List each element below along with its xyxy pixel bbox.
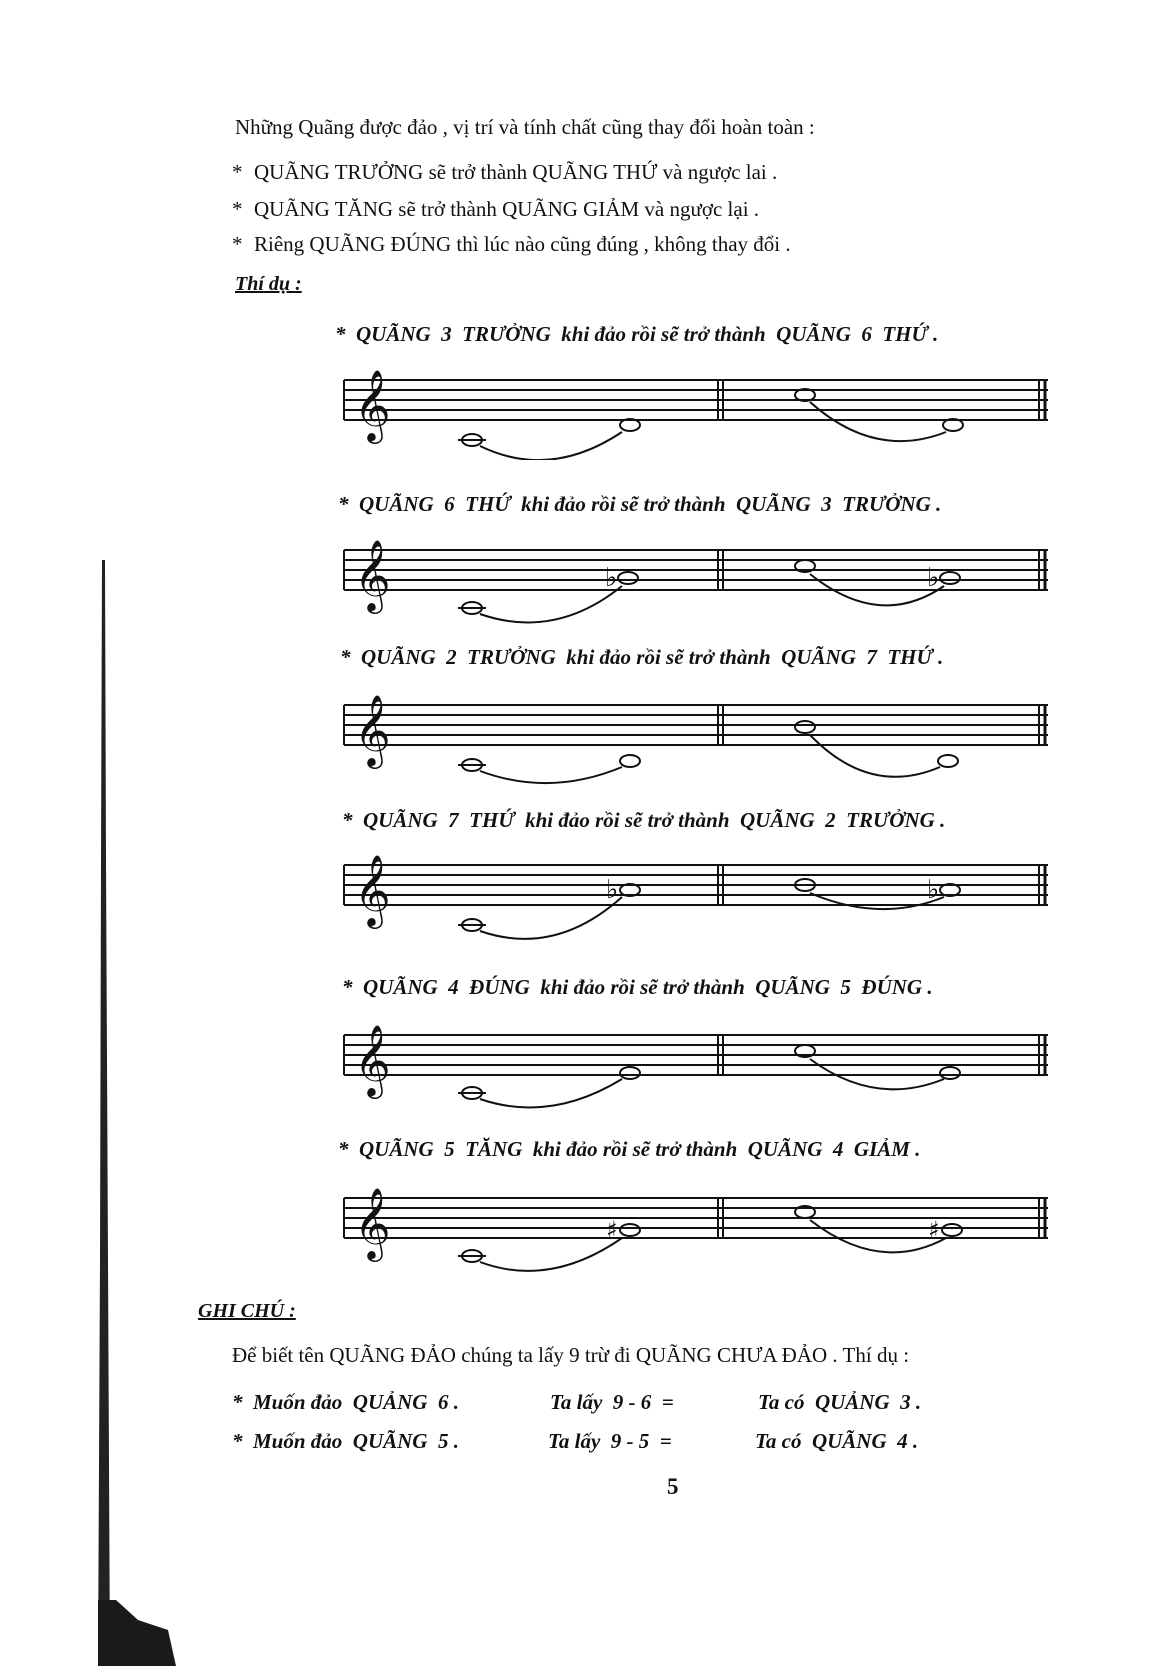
sharp-icon: ♯ — [928, 1216, 940, 1244]
page-number: 5 — [667, 1474, 679, 1499]
intro-text: Những Quãng được đảo , vị trí và tính chất cũng thay đổi hoàn toàn : — [235, 115, 815, 139]
note-row-a: * Muốn đảo QUẢNG 6 . — [232, 1390, 459, 1414]
sharp-icon: ♯ — [606, 1216, 618, 1244]
treble-clef-icon: 𝄞 — [354, 693, 391, 766]
note-row-c: Ta có QUẢNG 3 . — [758, 1390, 922, 1414]
bullet-star: * — [232, 232, 243, 256]
flat-icon: ♭ — [606, 875, 619, 905]
note-text: Để biết tên QUÃNG ĐẢO chúng ta lấy 9 trừ đi QUÃNG CHƯA ĐẢO . Thí dụ : — [232, 1343, 910, 1367]
note-row-a: * Muốn đảo QUÃNG 5 . — [232, 1429, 459, 1453]
treble-clef-icon: 𝄞 — [354, 368, 391, 441]
music-staff — [340, 360, 1052, 460]
note-row-c: Ta có QUÃNG 4 . — [755, 1429, 919, 1453]
example-title: * QUÃNG 3 TRƯỞNG khi đảo rồi sẽ trở thành QUÃNG 6 THỨ . — [335, 322, 939, 346]
bullet-text: Riêng QUÃNG ĐÚNG thì lúc nào cũng đúng , không thay đổi . — [254, 232, 791, 256]
note-row-b: Ta lấy 9 - 6 = — [550, 1390, 674, 1414]
treble-clef-icon: 𝄞 — [354, 853, 391, 926]
bullet-star: * — [232, 197, 243, 221]
music-staff — [340, 530, 1052, 630]
binding-shadow — [96, 560, 112, 1666]
example-title: * QUÃNG 5 TĂNG khi đảo rồi sẽ trở thành QUÃNG 4 GIẢM . — [338, 1137, 921, 1161]
music-staff — [340, 685, 1052, 785]
example-label: Thí dụ : — [235, 273, 302, 295]
bullet-star: * — [232, 160, 243, 184]
music-staff — [340, 845, 1052, 945]
note-row-b: Ta lấy 9 - 5 = — [548, 1429, 672, 1453]
bullet-text: QUÃNG TRƯỞNG sẽ trở thành QUÃNG THỨ và ngược lai . — [254, 160, 778, 184]
example-title: * QUÃNG 4 ĐÚNG khi đảo rồi sẽ trở thành QUÃNG 5 ĐÚNG . — [342, 975, 933, 999]
bullet-text: QUÃNG TĂNG sẽ trở thành QUÃNG GIẢM và ngược lại . — [254, 197, 760, 221]
note-label: GHI CHÚ : — [198, 1300, 296, 1322]
treble-clef-icon: 𝄞 — [354, 1023, 391, 1096]
example-title: * QUÃNG 2 TRƯỞNG khi đảo rồi sẽ trở thành QUÃNG 7 THỨ . — [340, 645, 944, 669]
flat-icon: ♭ — [927, 875, 940, 905]
bullet-perfect — [232, 232, 791, 257]
binding-shadow-bottom — [98, 1600, 178, 1666]
example-title: * QUÃNG 7 THỨ khi đảo rồi sẽ trở thành QUÃNG 2 TRƯỞNG . — [342, 808, 946, 832]
flat-icon: ♭ — [927, 563, 940, 593]
flat-icon: ♭ — [605, 563, 618, 593]
bullet-aug-dim — [232, 197, 759, 222]
bullet-major-minor — [232, 160, 777, 185]
example-title: * QUÃNG 6 THỨ khi đảo rồi sẽ trở thành QUÃNG 3 TRƯỞNG . — [338, 492, 942, 516]
music-staff — [340, 1178, 1052, 1278]
treble-clef-icon: 𝄞 — [354, 538, 391, 611]
treble-clef-icon: 𝄞 — [354, 1186, 391, 1259]
music-staff — [340, 1015, 1052, 1115]
